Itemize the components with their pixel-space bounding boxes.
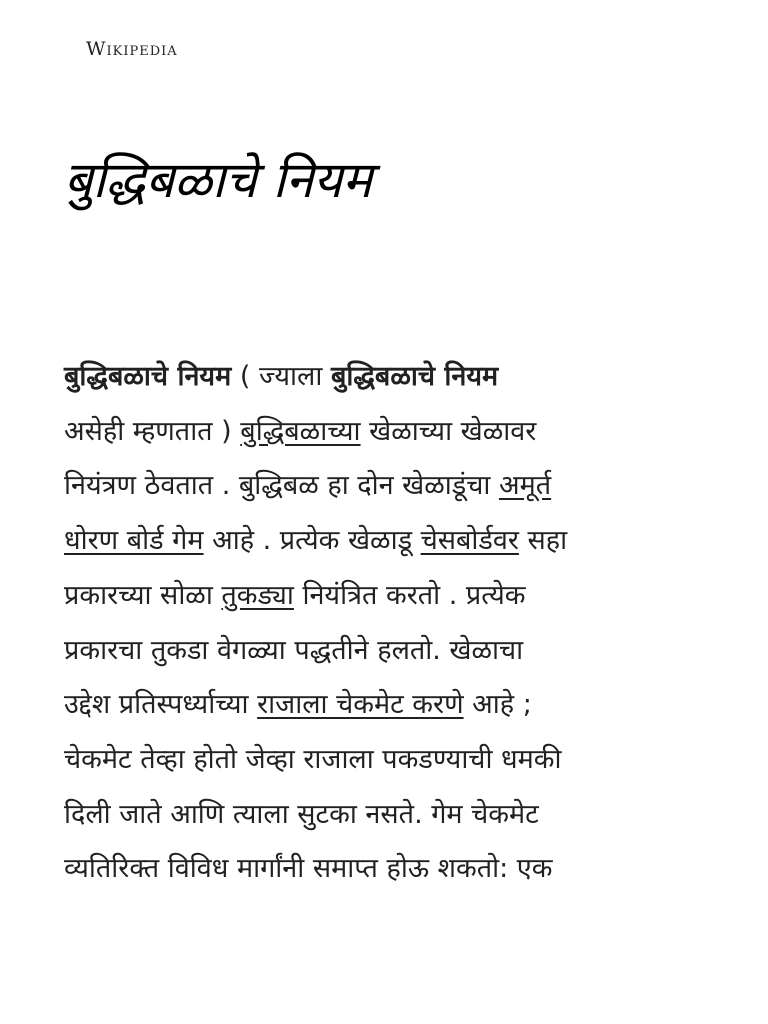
body-text: प्रकारचा तुकडा वेगळ्या पद्धतीने हलतो. खेळाचा [64,634,524,666]
wikipedia-wordmark[interactable]: Wikipedia [86,38,178,60]
body-text: असेही म्हणतात ) [64,415,241,447]
page-title: बुद्धिबळाचे नियम [64,151,373,209]
body-text: ( ज्याला [231,361,331,392]
paragraph-line [64,733,714,788]
body-text: व्यतिरिक्त विविध मार्गांनी समाप्त होऊ शकतो: एक [64,853,553,885]
paragraph-line [64,405,714,460]
body-text: आहे . प्रत्येक खेळाडू [203,525,421,557]
paragraph-line [64,350,714,405]
article-paragraph [64,350,714,897]
body-text: चेकमेट तेव्हा होतो जेव्हा राजाला पकडण्याची धमकी [64,743,562,775]
body-text: आहे ; [463,689,532,721]
body-text: खेळाच्या खेळावर [360,415,537,447]
article-link[interactable]: धोरण बोर्ड गेम [64,525,204,557]
article-link[interactable]: अमूर्त [498,470,552,502]
paragraph-line [64,459,714,514]
body-text: नियंत्रण ठेवतात . बुद्धिबळ हा दोन खेळाडूंचा [64,470,499,502]
paragraph-line [64,569,714,624]
paragraph-line [64,842,714,897]
article-link[interactable]: चेसबोर्डवर [420,525,519,557]
article-link[interactable]: बुद्धिबळाच्या [240,415,361,447]
article-link[interactable]: राजाला चेकमेट करणे [257,689,464,721]
body-text: प्रकारच्या सोळा [64,579,222,611]
bold-term: बुद्धिबळाचे नियम [64,361,232,392]
body-text: नियंत्रित करतो . प्रत्येक [293,579,526,611]
article-link[interactable]: तुकड्या [221,579,294,611]
paragraph-line [64,514,714,569]
body-text: दिली जाते आणि त्याला सुटका नसते. गेम चेकमेट [64,798,539,830]
paragraph-line [64,788,714,843]
body-text: उद्देश प्रतिस्पर्ध्याच्या [64,689,258,721]
paragraph-line [64,678,714,733]
paragraph-line [64,624,714,679]
bold-term: बुद्धिबळाचे नियम [330,361,499,392]
body-text: सहा [518,525,568,557]
